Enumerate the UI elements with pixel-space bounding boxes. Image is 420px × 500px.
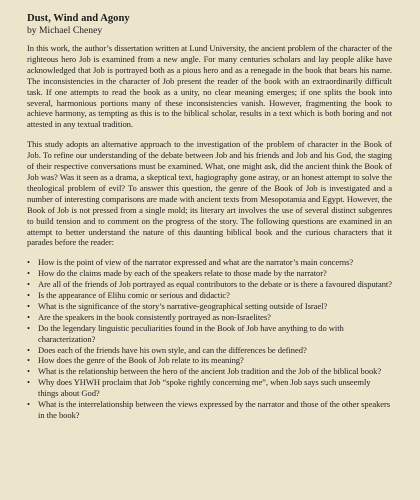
question-text: Are the speakers in the book consistently portrayed as non-Israelites? [38, 311, 271, 322]
bullet-icon: • [27, 257, 30, 268]
list-item [27, 312, 392, 323]
list-item [27, 268, 392, 279]
bullet-icon: • [27, 355, 30, 366]
question-text: Do the legendary linguistic peculiarities found in the Book of Job have anything to do with characterization? [38, 322, 344, 344]
bullet-icon: • [27, 399, 30, 410]
list-item [27, 377, 392, 399]
list-item [27, 301, 392, 312]
bullet-icon: • [27, 290, 30, 301]
bullet-icon: • [27, 377, 30, 388]
question-text: What is the relationship between the hero of the ancient Job tradition and the Job of the biblical book? [38, 366, 382, 377]
article-author: by Michael Cheney [27, 25, 103, 36]
bullet-icon: • [27, 322, 30, 333]
list-item [27, 355, 392, 366]
list-item [27, 323, 392, 345]
bullet-icon: • [27, 311, 30, 322]
question-text: How do the claims made by each of the speakers relate to those made by the narrator? [38, 268, 327, 279]
article-title: Dust, Wind and Agony [27, 13, 130, 24]
question-text: Are all of the friends of Job portrayed as equal contributors to the debate or is there a favoured disputant? [38, 279, 392, 290]
list-item [27, 279, 392, 290]
body-paragraph: In this work, the author’s dissertation written at Lund University, the ancient problem of the character of the righteous hero Job is examined from a new angle. For many centuries scholars and lay people alike have acknowledged that Job is portrayed both as a pious hero and as a renegade in the book that bears his name. The inconsistencies in the character of Job present the reader of the book with an extraordinarily difficult task. If one attempts to read the book as a unity, no clear meaning emerges; if one splits the book into several, harmonious portions many of these inconsistencies vanish. However, fragmenting the book to achieve harmony, as tempting as this is to the biblical scholar, results in a text which is both boring and not attested in any textual tradition. [27, 43, 392, 130]
list-item [27, 366, 392, 377]
question-text: What is the significance of the story’s narrative-geographical setting outside of Israel? [38, 300, 328, 311]
question-text: Does each of the friends have his own style, and can the differences be defined? [38, 344, 307, 355]
list-item [27, 257, 392, 268]
question-text: Is the appearance of Elihu comic or serious and didactic? [38, 290, 230, 301]
bullet-icon: • [27, 300, 30, 311]
question-text: Why does YHWH proclaim that Job “spoke rightly concerning me”, when Job says such unseemly things about God? [38, 377, 371, 399]
list-item [27, 345, 392, 356]
bullet-icon: • [27, 279, 30, 290]
bullet-icon: • [27, 366, 30, 377]
question-list [27, 257, 392, 421]
question-text: What is the interrelationship between the views expressed by the narrator and those of the other speakers in the book? [38, 399, 391, 420]
list-item [27, 399, 392, 421]
bullet-icon: • [27, 344, 30, 355]
question-text: How is the point of view of the narrator expressed and what are the narrator’s main concerns? [38, 257, 354, 268]
question-text: How does the genre of the Book of Job relate to its meaning? [38, 355, 244, 366]
bullet-icon: • [27, 268, 30, 279]
body-paragraph: This study adopts an alternative approach to the investigation of the problem of character in the Book of Job. To refine our understanding of the debate between Job and his friends and Job and his God, the staging of their respective conversations must be examined. What, one might ask, did the ancient think the Book of Job was? Was it seen as a drama, a skeptical text, hagiography gone astray, or an honest attempt to solve the theological problem of evil? To answer this question, the genre of the Book of Job is investigated and a number of interesting comparisons are made with ancient texts from Mesopotamia and Egypt. However, the Book of Job is not pressed from a single mold; its literary art involves the use of several distinct subgenres to build tension and to comment on the progress of the story. The following questions are examined in an attempt to better understand the nature of this daunting biblical book and the curious characters that it parades before the reader: [27, 139, 392, 248]
list-item [27, 290, 392, 301]
